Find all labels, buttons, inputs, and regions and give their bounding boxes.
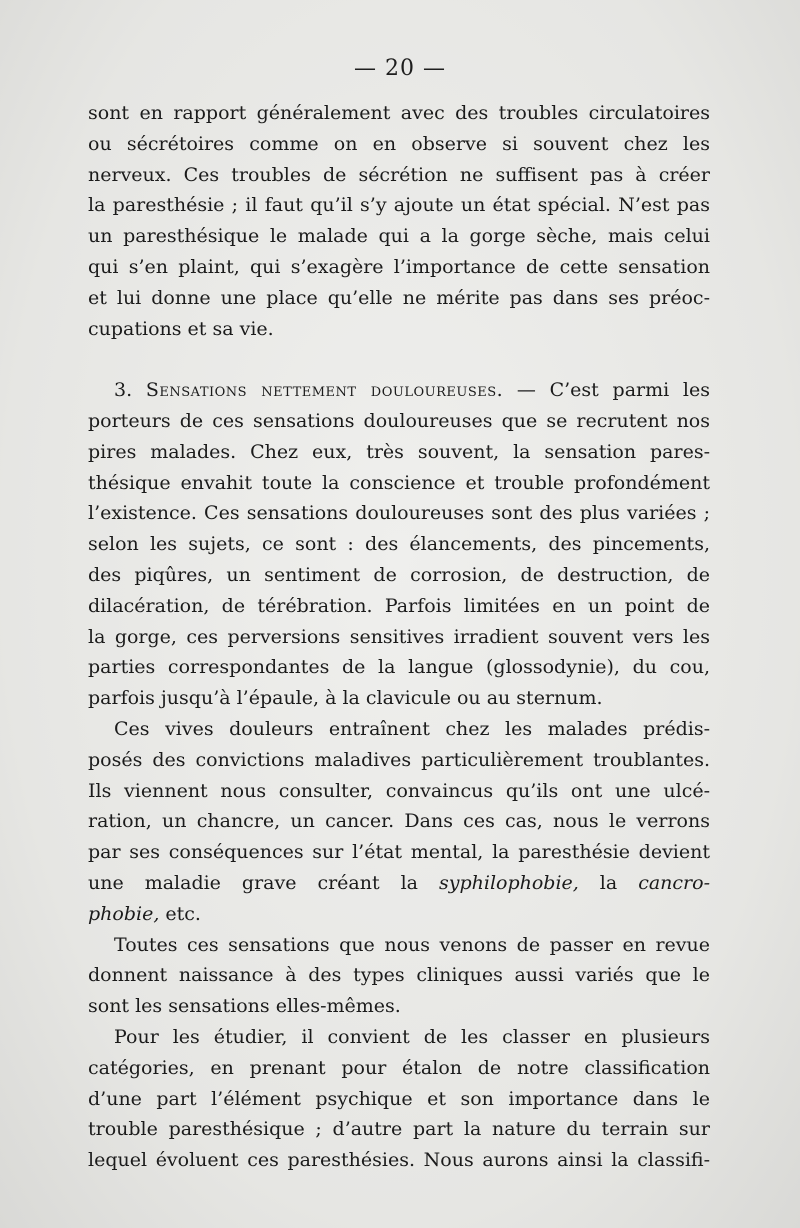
text-line: la paresthésie ; il faut qu’il s’y ajoute un état spécial. N’est pas [88,194,710,217]
text-line: selon les sujets, ce sont : des élancements, des pincements, [88,533,710,556]
text-run: la [578,871,639,894]
section-heading: Sensations nettement douloureuses. [145,379,504,402]
section-lead: — C’est parmi les [503,379,710,402]
body-text [88,98,710,1176]
text-line: donnent naissance à des types cliniques aussi variés que le [88,964,710,987]
text-line: cupations et sa vie. [88,317,274,340]
section-number: 3. [114,379,146,402]
italic-term: phobie, [88,902,160,925]
text-line [88,868,710,899]
text-line: trouble paresthésique ; d’autre part la nature du terrain sur [88,1118,710,1141]
text-line: la gorge, ces perversions sensitives irradient souvent vers les [88,625,710,648]
text-line: l’existence. Ces sensations douloureuses sont des plus variées ; [88,502,710,525]
text-line: porteurs de ces sensations douloureuses que se recrutent nos [88,409,710,432]
paragraph-4 [88,930,710,1022]
text-line: dilacération, de térébration. Parfois limitées en un point de [88,594,710,617]
text-line: nerveux. Ces troubles de sécrétion ne suffisent pas à créer [88,163,710,186]
text-line: parties correspondantes de la langue (glossodynie), du cou, [88,656,710,679]
text-line: parfois jusqu’à l’épaule, à la clavicule ou au sternum. [88,687,603,710]
text-line: ou sécrétoires comme on en observe si souvent chez les [88,132,710,155]
text-line: Toutes ces sensations que nous venons de passer en revue [114,933,710,956]
text-line: et lui donne une place qu’elle ne mérite pas dans ses préoc- [88,286,710,309]
italic-term: syphilophobie, [438,871,579,894]
text-line: pires malades. Chez eux, très souvent, la sensation pares- [88,440,710,463]
paragraph-1 [88,98,710,344]
text-line: posés des convictions maladives particulièrement troublantes. [88,748,710,771]
text-line: Ces vives douleurs entraînent chez les malades prédis- [114,717,710,740]
text-line: qui s’en plaint, qui s’exagère l’importance de cette sensation [88,255,710,278]
italic-term: cancro- [638,871,710,894]
text-line: lequel évoluent ces paresthésies. Nous aurons ainsi la classifi- [88,1149,710,1172]
page-number: — 20 — [354,56,446,81]
text-line: ration, un chancre, un cancer. Dans ces cas, nous le verrons [88,810,710,833]
text-line: d’une part l’élément psychique et son importance dans le [88,1087,710,1110]
text-line: sont les sensations elles-mêmes. [88,995,401,1018]
text-run: etc. [159,902,201,925]
section-spacer [88,344,710,375]
text-line: par ses conséquences sur l’état mental, la paresthésie devient [88,841,710,864]
section-heading-line [88,375,710,406]
text-line [88,899,710,930]
paragraph-5 [88,1022,710,1176]
text-line: sont en rapport généralement avec des troubles circulatoires [88,102,710,124]
text-run: une maladie grave créant la [88,871,439,894]
text-line: un paresthésique le malade qui a la gorge sèche, mais celui [88,225,710,248]
text-line: Pour les étudier, il convient de les classer en plusieurs [114,1025,710,1048]
text-line: catégories, en prenant pour étalon de notre classification [88,1056,710,1079]
paragraph-3 [88,714,710,930]
text-line: des piqûres, un sentiment de corrosion, de destruction, de [88,563,710,586]
text-line: thésique envahit toute la conscience et trouble profondément [88,471,710,494]
section-3 [88,375,710,714]
text-line: Ils viennent nous consulter, convaincus qu’ils ont une ulcé- [88,779,710,802]
